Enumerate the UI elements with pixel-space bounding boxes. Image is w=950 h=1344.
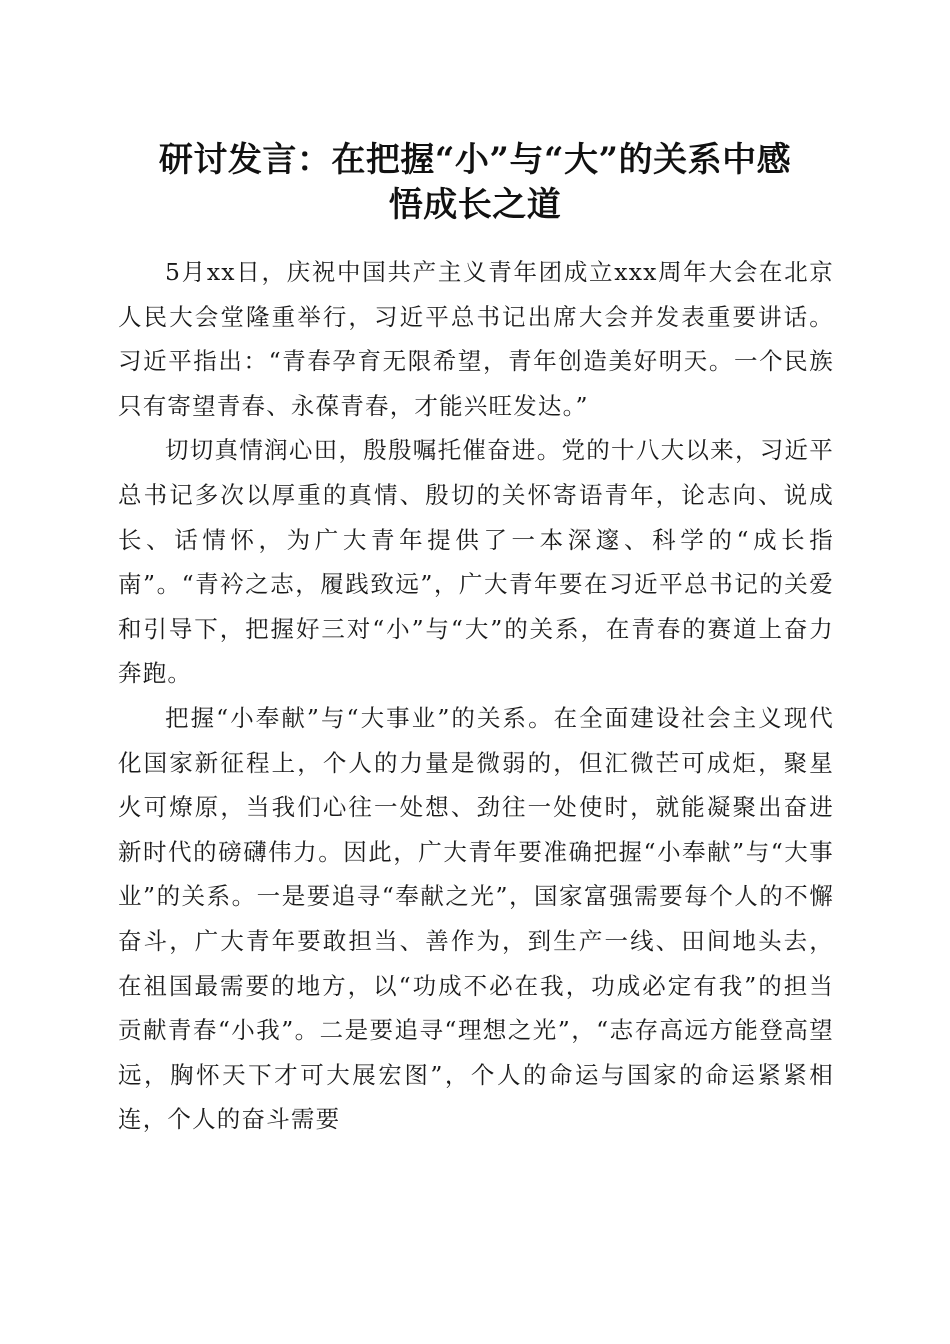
- document-body: [118, 250, 834, 1142]
- paragraph-1: 5月xx日，庆祝中国共产主义青年团成立xxx周年大会在北京人民大会堂隆重举行，习近平总书记出席大会并发表重要讲话。习近平指出：“青春孕育无限希望，青年创造美好明天。一个民族只有寄望青春、永葆青春，才能兴旺发达。”: [118, 258, 834, 420]
- title-line-2: 悟成长之道: [388, 185, 562, 225]
- paragraph-2: 切切真情润心田，殷殷嘱托催奋进。党的十八大以来，习近平总书记多次以厚重的真情、殷切的关怀寄语青年，论志向、说成长、话情怀，为广大青年提供了一本深邃、科学的“成长指南”。“青衿之志，履践致远”，广大青年要在习近平总书记的关爱和引导下，把握好三对“小”与“大”的关系，在青春的赛道上奋力奔跑。: [118, 436, 834, 688]
- document-title: [100, 138, 850, 228]
- paragraph-3: 把握“小奉献”与“大事业”的关系。在全面建设社会主义现代化国家新征程上，个人的力量是微弱的，但汇微芒可成炬，聚星火可燎原，当我们心往一处想、劲往一处使时，就能凝聚出奋进新时代的磅礴伟力。因此，广大青年要准确把握“小奉献”与“大事业”的关系。一是要追寻“奉献之光”，国家富强需要每个人的不懈奋斗，广大青年要敢担当、善作为，到生产一线、田间地头去，在祖国最需要的地方，以“功成不必在我，功成必定有我”的担当贡献青春“小我”。二是要追寻“理想之光”，“志存高远方能登高望远，胸怀天下才可大展宏图”，个人的命运与国家的命运紧紧相连，个人的奋斗需要: [118, 703, 834, 1134]
- title-line-1: 研讨发言：在把握“小”与“大”的关系中感: [158, 140, 792, 180]
